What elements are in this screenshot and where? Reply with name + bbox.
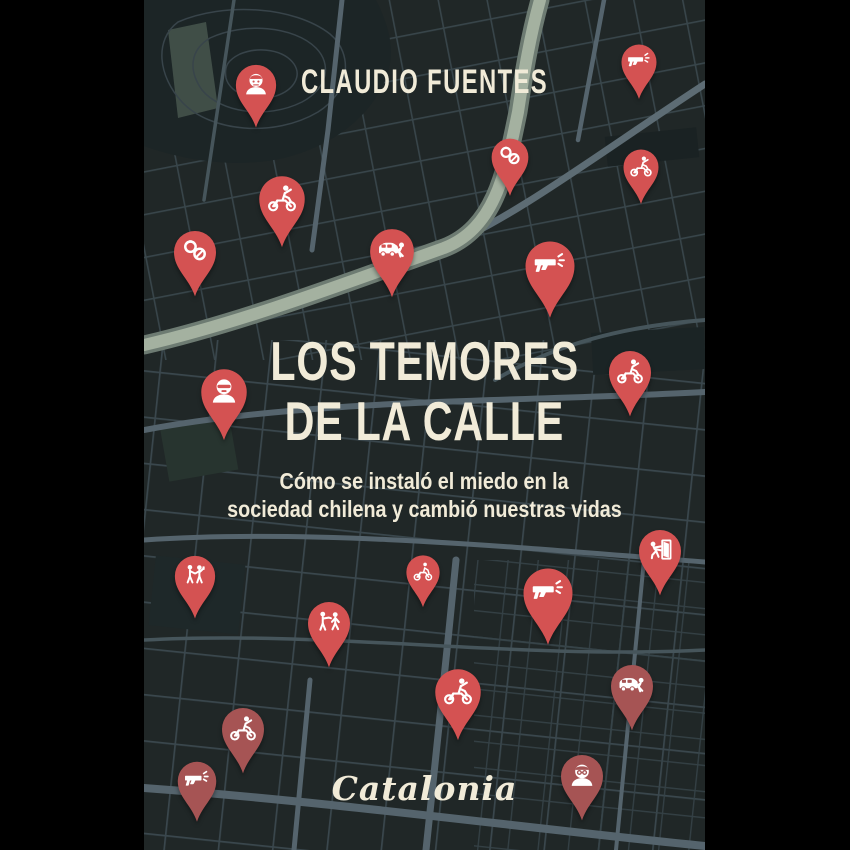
- subtitle-line-1: Cómo se instaló el miedo en la: [279, 468, 570, 494]
- map-pin-pickpocket: [172, 553, 218, 620]
- author-name: [144, 63, 705, 102]
- map-pin-door-burglar: [636, 527, 684, 597]
- book-cover: [144, 0, 705, 850]
- title-line-2: DE LA CALLE: [284, 390, 565, 452]
- map-pin-gun: [522, 238, 578, 319]
- publisher-logo: [144, 769, 705, 808]
- author-name-text: CLAUDIO FUENTES: [300, 63, 549, 101]
- map-pin-motorcycle-thief: [621, 147, 661, 205]
- map-pin-motorcycle-thief: [256, 173, 308, 248]
- map-pin-car-theft: [367, 226, 417, 299]
- map-pin-gun: [520, 565, 576, 646]
- map-pin-handcuffs: [171, 228, 219, 298]
- book-title: [144, 331, 705, 451]
- subtitle-line-2: sociedad chilena y cambió nuestras vidas: [227, 496, 622, 522]
- map-pin-handcuffs: [489, 136, 531, 197]
- map-pin-motorcycle-thief: [432, 666, 484, 741]
- map-pin-mugging: [305, 599, 353, 669]
- map-pin-cyclist: [404, 553, 442, 608]
- title-line-1: LOS TEMORES: [270, 330, 579, 392]
- publisher-logo-text: Catalonia: [331, 769, 518, 808]
- map-pin-car-theft: [608, 662, 656, 732]
- book-subtitle: [144, 467, 705, 523]
- map-pin-motorcycle-thief: [219, 705, 267, 775]
